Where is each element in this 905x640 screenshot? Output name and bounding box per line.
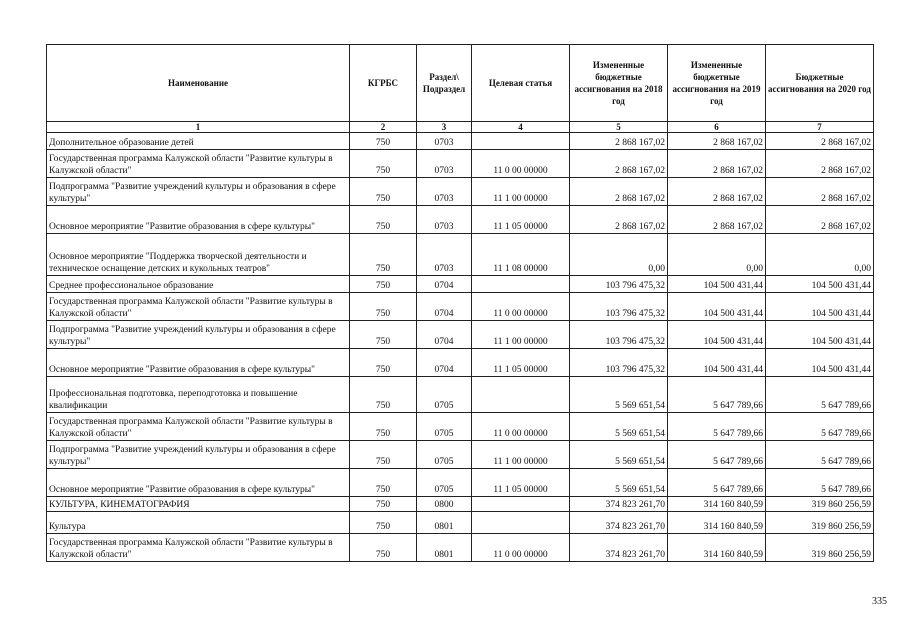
row-name: Государственная программа Калужской области "Развитие культуры в Калужской области": [47, 293, 350, 321]
row-value-2019: 314 160 840,59: [668, 512, 766, 534]
col-number: 7: [766, 122, 874, 133]
row-value-2018: 5 569 651,54: [570, 377, 668, 413]
table-row: [47, 413, 874, 441]
row-razdel: 0801: [417, 534, 472, 562]
row-target-article: 11 1 00 00000: [472, 178, 570, 206]
row-kgrbs: 750: [350, 276, 417, 293]
row-value-2019: 5 647 789,66: [668, 413, 766, 441]
table-row: [47, 497, 874, 512]
row-target-article: 11 1 05 00000: [472, 206, 570, 234]
row-value-2018: 5 569 651,54: [570, 469, 668, 497]
table-row: [47, 534, 874, 562]
table-row: [47, 178, 874, 206]
row-value-2020: 104 500 431,44: [766, 293, 874, 321]
row-value-2020: 319 860 256,59: [766, 534, 874, 562]
header-2020: Бюджетные ассигнования на 2020 год: [766, 45, 874, 122]
table-row: [47, 133, 874, 150]
row-razdel: 0705: [417, 413, 472, 441]
row-value-2020: 2 868 167,02: [766, 133, 874, 150]
row-value-2019: 2 868 167,02: [668, 206, 766, 234]
row-value-2020: 2 868 167,02: [766, 178, 874, 206]
table-row: [47, 512, 874, 534]
row-razdel: 0705: [417, 469, 472, 497]
row-kgrbs: 750: [350, 178, 417, 206]
row-razdel: 0704: [417, 276, 472, 293]
table-row: [47, 377, 874, 413]
row-value-2019: 314 160 840,59: [668, 497, 766, 512]
row-value-2020: 5 647 789,66: [766, 441, 874, 469]
row-value-2019: 2 868 167,02: [668, 178, 766, 206]
table-row: [47, 276, 874, 293]
row-name: КУЛЬТУРА, КИНЕМАТОГРАФИЯ: [47, 497, 350, 512]
row-name: Государственная программа Калужской области "Развитие культуры в Калужской области": [47, 413, 350, 441]
row-target-article: 11 0 00 00000: [472, 293, 570, 321]
row-value-2020: 104 500 431,44: [766, 349, 874, 377]
table-row: [47, 321, 874, 349]
row-razdel: 0705: [417, 377, 472, 413]
col-number: 2: [350, 122, 417, 133]
row-name: Подпрограмма "Развитие учреждений культуры и образования в сфере культуры": [47, 178, 350, 206]
col-number: 3: [417, 122, 472, 133]
header-kgrbs: КГРБС: [350, 45, 417, 122]
row-name: Культура: [47, 512, 350, 534]
row-value-2018: 5 569 651,54: [570, 413, 668, 441]
row-value-2020: 5 647 789,66: [766, 469, 874, 497]
header-target-article: Целевая статья: [472, 45, 570, 122]
table-row: [47, 469, 874, 497]
row-target-article: 11 0 00 00000: [472, 413, 570, 441]
row-name: Среднее профессиональное образование: [47, 276, 350, 293]
row-value-2018: 374 823 261,70: [570, 512, 668, 534]
row-name: Подпрограмма "Развитие учреждений культуры и образования в сфере культуры": [47, 441, 350, 469]
row-kgrbs: 750: [350, 534, 417, 562]
row-razdel: 0800: [417, 497, 472, 512]
budget-table: [46, 44, 874, 562]
row-value-2020: 2 868 167,02: [766, 150, 874, 178]
row-value-2018: 103 796 475,32: [570, 276, 668, 293]
row-value-2019: 5 647 789,66: [668, 377, 766, 413]
table-row: [47, 150, 874, 178]
row-value-2018: 103 796 475,32: [570, 293, 668, 321]
row-target-article: 11 1 00 00000: [472, 321, 570, 349]
row-kgrbs: 750: [350, 206, 417, 234]
row-razdel: 0704: [417, 293, 472, 321]
row-name: Государственная программа Калужской области "Развитие культуры в Калужской области": [47, 150, 350, 178]
row-razdel: 0704: [417, 321, 472, 349]
row-razdel: 0703: [417, 133, 472, 150]
row-target-article: [472, 133, 570, 150]
row-value-2018: 2 868 167,02: [570, 178, 668, 206]
page-number: 335: [872, 596, 887, 607]
row-kgrbs: 750: [350, 377, 417, 413]
row-value-2018: 103 796 475,32: [570, 349, 668, 377]
row-target-article: 11 1 08 00000: [472, 234, 570, 276]
row-name: Государственная программа Калужской области "Развитие культуры в Калужской области": [47, 534, 350, 562]
row-name: Подпрограмма "Развитие учреждений культуры и образования в сфере культуры": [47, 321, 350, 349]
row-name: Дополнительное образование детей: [47, 133, 350, 150]
row-kgrbs: 750: [350, 469, 417, 497]
row-value-2019: 5 647 789,66: [668, 441, 766, 469]
row-kgrbs: 750: [350, 512, 417, 534]
row-kgrbs: 750: [350, 413, 417, 441]
row-value-2018: 103 796 475,32: [570, 321, 668, 349]
row-razdel: 0703: [417, 150, 472, 178]
row-kgrbs: 750: [350, 133, 417, 150]
row-value-2020: 319 860 256,59: [766, 512, 874, 534]
row-target-article: 11 1 00 00000: [472, 441, 570, 469]
header-2018: Измененные бюджетные ассигнования на 2018 год: [570, 45, 668, 122]
row-value-2018: 5 569 651,54: [570, 441, 668, 469]
row-value-2020: 0,00: [766, 234, 874, 276]
row-target-article: 11 0 00 00000: [472, 534, 570, 562]
row-kgrbs: 750: [350, 349, 417, 377]
row-value-2019: 2 868 167,02: [668, 133, 766, 150]
row-name: Основное мероприятие "Развитие образования в сфере культуры": [47, 469, 350, 497]
header-name: Наименование: [47, 45, 350, 122]
row-target-article: 11 1 05 00000: [472, 349, 570, 377]
table-row: [47, 234, 874, 276]
row-value-2019: 104 500 431,44: [668, 276, 766, 293]
row-razdel: 0704: [417, 349, 472, 377]
row-razdel: 0705: [417, 441, 472, 469]
row-value-2019: 104 500 431,44: [668, 321, 766, 349]
row-target-article: [472, 497, 570, 512]
row-value-2018: 2 868 167,02: [570, 206, 668, 234]
row-razdel: 0703: [417, 206, 472, 234]
row-value-2018: 2 868 167,02: [570, 133, 668, 150]
header-razdel: Раздел\ Подраздел: [417, 45, 472, 122]
row-kgrbs: 750: [350, 497, 417, 512]
row-value-2020: 104 500 431,44: [766, 276, 874, 293]
row-target-article: 11 1 05 00000: [472, 469, 570, 497]
row-value-2019: 104 500 431,44: [668, 349, 766, 377]
row-razdel: 0703: [417, 178, 472, 206]
header-2019: Измененные бюджетные ассигнования на 2019 год: [668, 45, 766, 122]
row-value-2020: 5 647 789,66: [766, 413, 874, 441]
row-value-2020: 5 647 789,66: [766, 377, 874, 413]
row-kgrbs: 750: [350, 293, 417, 321]
row-name: Основное мероприятие "Развитие образования в сфере культуры": [47, 349, 350, 377]
row-kgrbs: 750: [350, 321, 417, 349]
row-value-2019: 314 160 840,59: [668, 534, 766, 562]
col-number: 6: [668, 122, 766, 133]
row-value-2018: 0,00: [570, 234, 668, 276]
row-razdel: 0801: [417, 512, 472, 534]
row-name: Основное мероприятие "Поддержка творческой деятельности и техническое оснащение детских и кукольных театров": [47, 234, 350, 276]
row-target-article: [472, 377, 570, 413]
row-value-2019: 2 868 167,02: [668, 150, 766, 178]
row-value-2018: 374 823 261,70: [570, 534, 668, 562]
table-row: [47, 293, 874, 321]
row-value-2019: 104 500 431,44: [668, 293, 766, 321]
row-value-2020: 2 868 167,02: [766, 206, 874, 234]
row-value-2018: 374 823 261,70: [570, 497, 668, 512]
col-number: 4: [472, 122, 570, 133]
row-name: Профессиональная подготовка, переподготовка и повышение квалификации: [47, 377, 350, 413]
table-row: [47, 206, 874, 234]
table-row: [47, 349, 874, 377]
row-target-article: 11 0 00 00000: [472, 150, 570, 178]
row-value-2019: 0,00: [668, 234, 766, 276]
row-kgrbs: 750: [350, 441, 417, 469]
row-target-article: [472, 276, 570, 293]
col-number: 1: [47, 122, 350, 133]
row-name: Основное мероприятие "Развитие образования в сфере культуры": [47, 206, 350, 234]
row-kgrbs: 750: [350, 150, 417, 178]
row-target-article: [472, 512, 570, 534]
row-kgrbs: 750: [350, 234, 417, 276]
col-number: 5: [570, 122, 668, 133]
row-razdel: 0703: [417, 234, 472, 276]
row-value-2020: 319 860 256,59: [766, 497, 874, 512]
table-row: [47, 441, 874, 469]
row-value-2020: 104 500 431,44: [766, 321, 874, 349]
row-value-2019: 5 647 789,66: [668, 469, 766, 497]
row-value-2018: 2 868 167,02: [570, 150, 668, 178]
